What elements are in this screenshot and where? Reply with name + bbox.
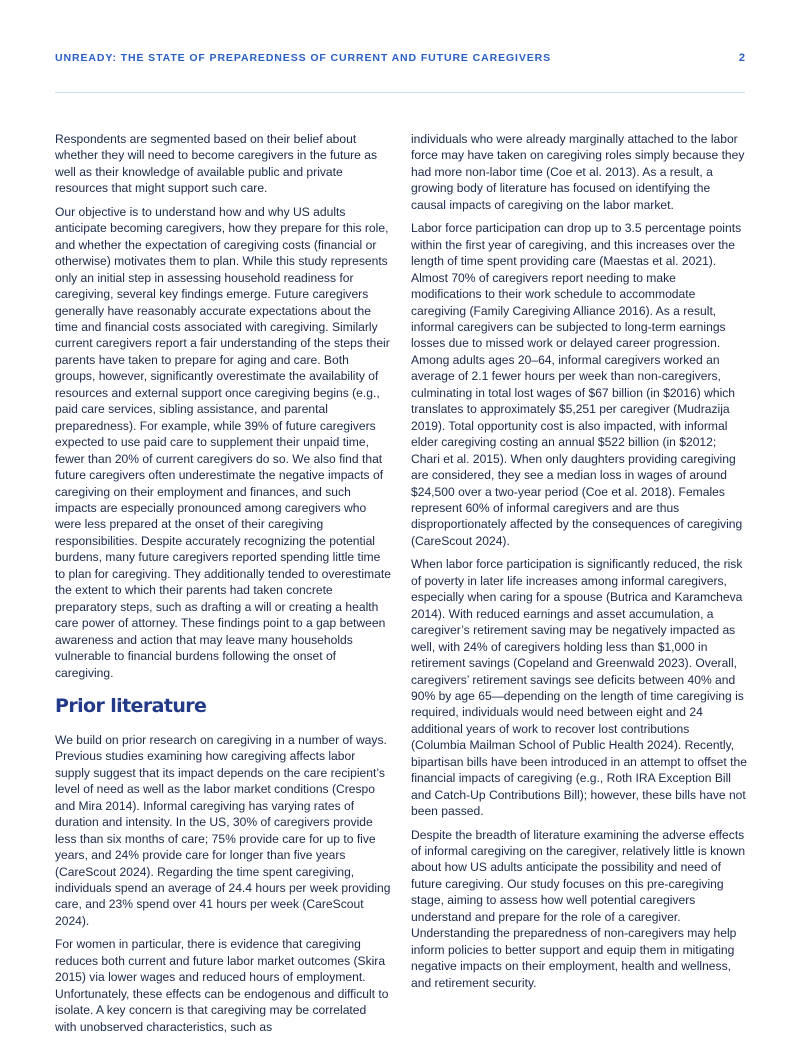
right-column — [411, 131, 747, 998]
body-paragraph: Labor force participation can drop up to 3.5 percentage points within the first year of caregiving, and this increases over the length of time spent providing care (Maestas et al. 2021). Almost 70% of caregivers report needing to make modifications to their work schedule to accommodate caregiving (Family Caregiving Alliance 2016). As a result, informal caregivers can be subjected to long-term earnings losses due to missed work or delayed career progression. Among adults ages 20–64, informal caregivers worked an average of 2.1 fewer hours per week than non-caregivers, culminating in total lost wages of $67 billion (in $2016) which translates to approximately $5,251 per caregiver (Mudrazija 2019). Total opportunity cost is also impacted, with informal elder caregiving costing an annual $522 billion (in $2012; Chari et al. 2015). When only daughters providing caregiving are considered, they see a median loss in wages of around $24,500 over a two-year period (Coe et al. 2018). Females represent 60% of informal caregivers and are thus disproportionately affected by the consequences of caregiving (CareScout 2024). — [411, 221, 743, 548]
body-paragraph: Our objective is to understand how and why US adults anticipate becoming caregivers, how they prepare for this role, and whether the expectation of caregiving costs (financial or otherwise) motivates them to plan. While this study represents only an initial step in assessing household readiness for caregiving, several key findings emerge. Future caregivers generally have reasonably accurate expectations about the time and financial costs associated with caregiving. Similarly current caregivers report a fair understanding of the steps their parents have taken to prepare for aging and care. Both groups, however, significantly overestimate the availability of resources and external support once caregiving begins (e.g., paid care services, sibling assistance, and parental preparedness). For example, while 39% of future caregivers expected to use paid care to supplement their unpaid time, fewer than 20% of current caregivers do so. We also find that future caregivers often underestimate the negative impacts of caregiving on their employment and finances, and such impacts are especially pronounced among caregivers who were less prepared at the onset of their caregiving responsibilities. Despite accurately recognizing the potential burdens, many future caregivers reported spending little time to plan for caregiving. They additionally tended to overestimate the extent to which their parents had taken concrete preparatory steps, such as drafting a will or creating a health care power of attorney. These findings point to a gap between awareness and action that may leave many households vulnerable to financial burdens following the onset of caregiving. — [55, 204, 391, 680]
body-paragraph: For women in particular, there is evidence that caregiving reduces both current and future labor market outcomes (Skira 2015) via lower wages and reduced hours of employment. Unfortunately, these effects can be endogenous and difficult to isolate. A key concern is that caregiving may be correlated with unobserved characteristics, such as — [55, 937, 389, 1034]
page-number: 2 — [738, 52, 745, 64]
section-heading: Prior literature — [55, 694, 207, 717]
body-paragraph: When labor force participation is significantly reduced, the risk of poverty in later life increases among informal caregivers, especially when caring for a spouse (Butrica and Karamcheva 2014). With reduced earnings and asset accumulation, a caregiver’s retirement saving may be negatively impacted as well, with 24% of caregivers holding less than $1,000 in retirement savings (Copeland and Greenwald 2023). Overall, caregivers’ retirement savings see deficits between 40% and 90% by age 65—depending on the length of time caregiving is required, individuals would need between eight and 24 additional years of work to recover lost contributions (Columbia Mailman School of Public Health 2024). Recently, bipartisan bills have been introduced in an attempt to offset the financial impacts of caregiving (e.g., Roth IRA Exception Bill and Catch-Up Contributions Bill); however, these bills have not been passed. — [411, 557, 747, 819]
running-title: UNREADY: THE STATE OF PREPAREDNESS OF CURRENT AND FUTURE CAREGIVERS — [55, 52, 552, 64]
left-column — [55, 131, 391, 1042]
body-paragraph: We build on prior research on caregiving in a number of ways. Previous studies examining how caregiving affects labor supply suggest that its impact depends on the care recipient’s level of need as well as the labor market conditions (Crespo and Mira 2014). Informal caregiving has varying rates of duration and intensity. In the US, 30% of caregivers provide less than six months of care; 75% provide care for up to five years, and 24% provide care for longer than five years (CareScout 2024). Regarding the time spent caregiving, individuals spend an average of 24.4 hours per week providing care, and 23% spend over 41 hours per week (CareScout 2024). — [55, 732, 391, 928]
body-paragraph: Respondents are segmented based on their belief about whether they will need to become caregivers in the future as well as their knowledge of available public and private resources that might support such care. — [55, 132, 378, 196]
header-divider — [55, 92, 745, 93]
body-paragraph: Despite the breadth of literature examining the adverse effects of informal caregiving on the caregiver, relatively little is known about how US adults anticipate the possibility and need of future caregiving. Our study focuses on this pre-caregiving stage, aiming to assess how well potential caregivers understand and prepare for the role of a caregiver. Understanding the preparedness of non-caregivers may help inform policies to better support and equip them in mitigating negative impacts on their employment, health and wellness, and retirement security. — [411, 827, 746, 990]
page-header — [55, 52, 745, 72]
body-paragraph: individuals who were already marginally attached to the labor force may have taken on caregiving roles simply because they had more non-labor time (Coe et al. 2013). As a result, a growing body of literature has focused on identifying the causal impacts of caregiving on the labor market. — [411, 132, 745, 212]
